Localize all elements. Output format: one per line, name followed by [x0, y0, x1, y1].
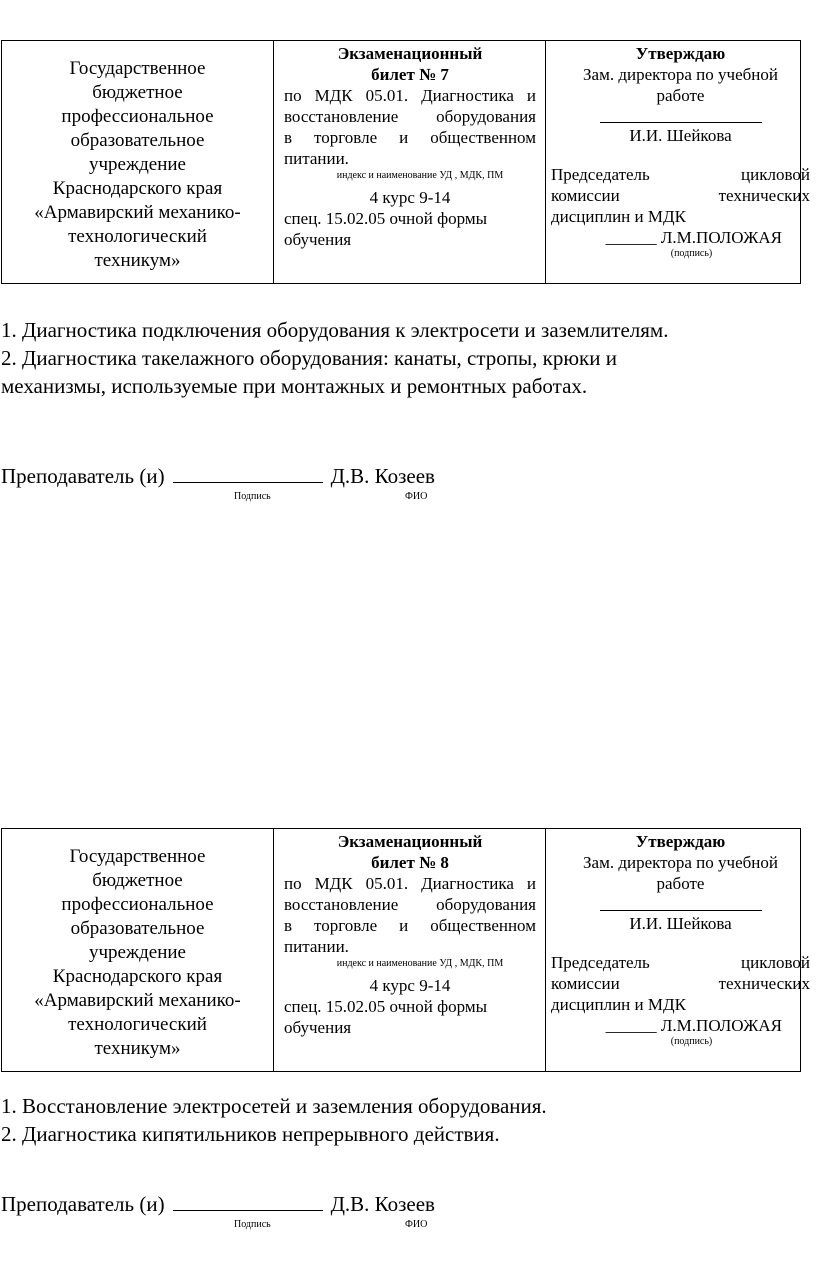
teacher-signature-blank: [173, 462, 323, 483]
signature-line: [600, 122, 762, 123]
teacher-fio-caption: ФИО: [405, 1219, 428, 1230]
institution-cell: [2, 57, 273, 273]
subject-line: по МДК 05.01. Диагностика и: [284, 874, 536, 893]
institution-line: образовательное: [70, 130, 205, 151]
ticket-header-table: [1, 828, 810, 1072]
question-line: 2. Диагностика кипятильников непрерывного действия.: [1, 1122, 500, 1146]
institution-cell: [2, 845, 273, 1061]
institution-line: технологический: [68, 226, 207, 247]
institution-line: профессиональное: [61, 894, 214, 915]
teacher-name: Д.В. Козеев: [330, 464, 435, 488]
teacher-signature-row: [1, 1190, 435, 1217]
institution-line: «Армавирский механико-: [34, 990, 241, 1011]
spacer: [551, 934, 810, 952]
course: 4 курс 9-14: [369, 188, 451, 207]
question-list: [1, 316, 813, 400]
ticket-info-cell: [284, 831, 536, 1038]
exam-ticket-7: [0, 40, 816, 502]
institution-line: Краснодарского края: [52, 966, 223, 987]
institution-line: бюджетное: [92, 870, 183, 891]
column-divider: [273, 829, 274, 1071]
ticket-title: Экзаменационный: [337, 832, 483, 851]
exam-ticket-8: [0, 828, 816, 1230]
approver-name: И.И. Шейкова: [629, 914, 732, 933]
institution-line: техникум»: [94, 1038, 181, 1059]
spec-line: спец. 15.02.05 очной формы: [284, 997, 488, 1016]
spacer: [551, 146, 810, 164]
question-line: 2. Диагностика такелажного оборудования: канаты, стропы, крюки и: [1, 346, 617, 370]
approve-title: Утверждаю: [635, 832, 726, 851]
signature-caption: (подпись): [670, 1036, 713, 1047]
chair-line: комиссии технических: [551, 186, 810, 205]
chair-line: дисциплин и МДК: [551, 207, 686, 226]
institution-line: бюджетное: [92, 82, 183, 103]
ticket-number: билет № 7: [371, 65, 449, 84]
approve-title: Утверждаю: [635, 44, 726, 63]
institution-line: Государственное: [69, 58, 206, 79]
ticket-title: Экзаменационный: [337, 44, 483, 63]
institution-line: образовательное: [70, 918, 205, 939]
approve-position: Зам. директора по учебной: [583, 65, 778, 84]
question-line: 1. Восстановление электросетей и заземления оборудования.: [1, 1094, 547, 1118]
approve-position: работе: [656, 874, 705, 893]
column-divider: [545, 829, 546, 1071]
institution-line: профессиональное: [61, 106, 214, 127]
subject-line: питании.: [284, 149, 349, 168]
approve-position: Зам. директора по учебной: [583, 853, 778, 872]
ticket-number: билет № 8: [371, 853, 449, 872]
institution-line: учреждение: [89, 942, 186, 963]
subject-line: восстановление оборудования: [284, 895, 536, 914]
institution-line: Государственное: [69, 846, 206, 867]
ticket-header-table: [1, 40, 810, 284]
chair-line: Председатель цикловой: [551, 165, 810, 184]
institution-line: технологический: [68, 1014, 207, 1035]
teacher-label: Преподаватель (и): [1, 464, 165, 488]
teacher-name: Д.В. Козеев: [330, 1192, 435, 1216]
approve-position: работе: [656, 86, 705, 105]
institution-line: техникум»: [94, 250, 181, 271]
subject-line: в торговле и общественном: [284, 916, 536, 935]
institution-line: учреждение: [89, 154, 186, 175]
question-line: механизмы, используемые при монтажных и ремонтных работах.: [1, 374, 588, 398]
study-form: обучения: [284, 230, 352, 249]
chair-line: комиссии технических: [551, 974, 810, 993]
subject-line: восстановление оборудования: [284, 107, 536, 126]
teacher-signature-blank: [173, 1190, 323, 1211]
spec-line: спец. 15.02.05 очной формы: [284, 209, 488, 228]
teacher-sign-caption: Подпись: [234, 491, 271, 502]
teacher-label: Преподаватель (и): [1, 1192, 165, 1216]
index-caption: индекс и наименование УД , МДК, ПМ: [336, 958, 504, 969]
column-divider: [273, 41, 274, 283]
question-line: 1. Диагностика подключения оборудования к электросети и заземлителям.: [1, 318, 669, 342]
approval-cell: [551, 831, 810, 1048]
subject-line: в торговле и общественном: [284, 128, 536, 147]
institution-line: Краснодарского края: [52, 178, 223, 199]
index-caption: индекс и наименование УД , МДК, ПМ: [336, 170, 504, 181]
ticket-info-cell: [284, 43, 536, 250]
subject-line: питании.: [284, 937, 349, 956]
chair-line: Председатель цикловой: [551, 953, 810, 972]
teacher-sign-caption: Подпись: [234, 1219, 271, 1230]
column-divider: [545, 41, 546, 283]
chair-signature: ______ Л.М.ПОЛОЖАЯ: [605, 1016, 782, 1035]
teacher-signature-row: [1, 462, 435, 489]
signature-caption: (подпись): [670, 248, 713, 259]
question-list: [1, 1092, 813, 1148]
course: 4 курс 9-14: [369, 976, 451, 995]
chair-line: дисциплин и МДК: [551, 995, 686, 1014]
approval-cell: [551, 43, 810, 260]
study-form: обучения: [284, 1018, 352, 1037]
institution-line: «Армавирский механико-: [34, 202, 241, 223]
subject-line: по МДК 05.01. Диагностика и: [284, 86, 536, 105]
approver-name: И.И. Шейкова: [629, 126, 732, 145]
chair-signature: ______ Л.М.ПОЛОЖАЯ: [605, 228, 782, 247]
teacher-fio-caption: ФИО: [405, 491, 428, 502]
signature-line: [600, 910, 762, 911]
